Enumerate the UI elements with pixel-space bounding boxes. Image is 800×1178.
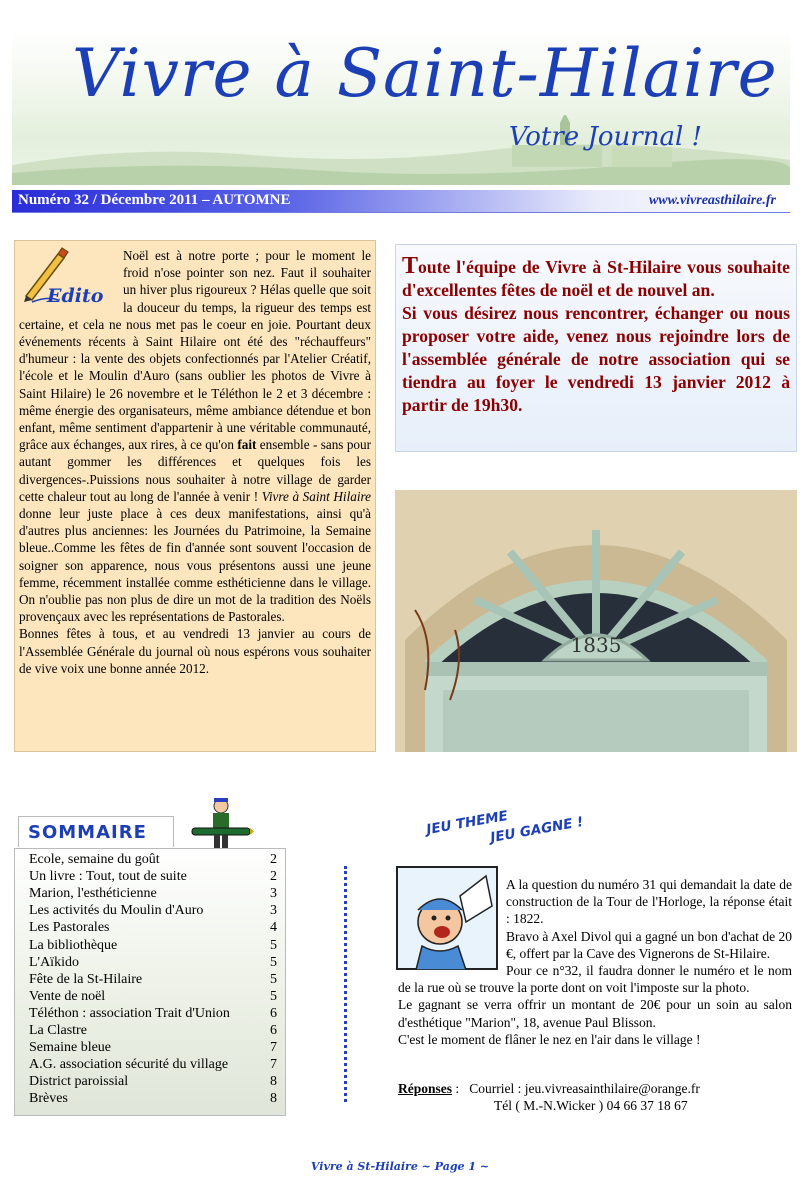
toc-item-label: Brèves [29,1091,68,1107]
toc-item-label: Ecole, semaine du goût [29,852,160,867]
table-of-contents [14,848,286,1116]
toc-item[interactable] [29,937,277,954]
toc-item[interactable] [29,1090,277,1107]
issue-bar [12,190,790,213]
announcement-greeting: oute l'équipe de Vivre à St-Hilaire vous souhaite d'excellentes fêtes de noël et de nouvel an. [402,257,790,300]
toc-item-page: 6 [270,1023,277,1038]
toc-item-page: 5 [270,971,277,987]
toc-item-page: 3 [270,903,277,919]
toc-item-page: 8 [270,1091,277,1107]
edito-intro: Noël est à notre porte ; pour le moment le froid n'ose pointer son nez. Faut il souhaiter un hiver plus rigoureux ? Hélas quelle que soit la douceur du temps, la rigueur des temps est certaine, et cela ne nous met pas le coeur en joie. Pourtant deux événements récents à Saint Hilaire ont été des "réchauffeurs" d'humeur : la vente des objets confectionnés par l'Atelier Créatif, l'école et le Moulin d'Auro (sans oublier les photos de Vivre à Saint Hilaire) le 26 novembre et le Téléthon le 2 et 3 décembre : même énergie des organisateurs, même ambiance détendue et bon enfant, même sentiment d'appartenir à une véritable communauté, grâce aux échanges, aux rires, à ce qu'on [19,248,371,453]
announcement-dropcap: T [402,253,419,279]
jeu-prize: Le gagnant se verra offrir un montant de 20€ pour un soin au salon d'esthétique "Marion", 18, avenue Paul Blisson. [398,997,792,1030]
toc-item[interactable] [29,1005,277,1022]
toc-item-page: 5 [270,937,277,953]
column-divider [344,866,347,1102]
responses-phone: Tél ( M.-N.Wicker ) 04 66 37 18 67 [494,1098,688,1114]
toc-item-label: La Clastre [29,1023,87,1038]
toc-item-page: 8 [270,1074,277,1090]
toc-item-page: 3 [270,886,277,902]
toc-item-page: 7 [270,1057,277,1073]
toc-item[interactable] [29,954,277,971]
toc-item[interactable] [29,919,277,936]
edito-closing: Bonnes fêtes à tous, et au vendredi 13 janvier au cours de l'Assemblée Générale du journal où nous espérons vous souhaiter de vive voix une bonne année 2012. [19,626,371,676]
jeu-invitation: C'est le moment de flâner le nez en l'air dans le village ! [398,1031,701,1047]
sommaire-title: SOMMAIRE [28,822,147,843]
toc-item-page: 4 [270,920,277,936]
door-transom-photo [395,490,797,752]
toc-item-label: District paroissial [29,1074,129,1090]
toc-item-page: 5 [270,988,277,1004]
newspaper-title: Vivre à Saint-Hilaire [72,35,778,112]
responses-email[interactable]: Courriel : jeu.vivreasainthilaire@orange.fr [469,1081,700,1096]
jeu-answer: A la question du numéro 31 qui demandait la date de construction de la Tour de l'Horloge, la réponse était : 1822. [506,877,792,927]
toc-item-page: 2 [270,852,277,867]
masthead [12,30,790,185]
announcement-invitation: Si vous désirez nous rencontrer, échanger ou nous proposer votre aide, venez nous rejoindre lors de l'assemblée générale de notre association qui se tiendra au foyer le vendredi 13 janvier 2012 à partir de 19h30. [402,303,790,415]
toc-item[interactable] [29,1022,277,1039]
writer-with-pen-icon [188,796,254,852]
jeu-winner: Bravo à Axel Divol qui a gagné un bon d'achat de 20 €, offert par la Cave des Vignerons de St-Hilaire. [506,928,792,961]
toc-item[interactable] [29,885,277,902]
newspaper-subtitle: Votre Journal ! [508,122,702,152]
website-link[interactable]: www.vivreasthilaire.fr [648,193,776,208]
toc-item[interactable] [29,902,277,919]
edito-label: Edito [47,285,104,307]
toc-item-page: 5 [270,954,277,970]
jeu-text [398,876,792,1048]
jeu-title-line2: JEU GAGNE ! [489,813,585,846]
edito-text [19,247,371,677]
photo-year: 1835 [570,633,622,657]
toc-item-label: Vente de noël [29,988,106,1004]
toc-item-label: Fête de la St-Hilaire [29,971,143,987]
toc-item-label: Les activités du Moulin d'Auro [29,903,204,919]
toc-item-label: La bibliothèque [29,937,118,953]
toc-item-page: 6 [270,1005,277,1021]
toc-item-page: 7 [270,1040,277,1056]
edito-box [14,240,376,752]
page-footer: Vivre à St-Hilaire ~ Page 1 ~ [310,1160,490,1173]
toc-item[interactable] [29,851,277,868]
edito-rest: donne leur juste place à ces deux manifestations, ainsi qu'à d'autres plus anciennes: les Journées du Patrimoine, la Semaine bleue..Comme les fêtes de fin d'année sont souvent l'occasion de soigner son apparence, nous vous présentons aussi une jeune femme, récemment installée comme esthéticienne dans le village. On n'oublie pas non plus de dire un mot de la tradition des Noëls provençaux avec les représentations de Pastorales. [19,506,371,625]
announcement-box [395,244,797,452]
toc-item-label: Marion, l'esthéticienne [29,886,157,902]
toc-item[interactable] [29,1039,277,1056]
responses-label: Réponses [398,1081,453,1096]
toc-item-label: Téléthon : association Trait d'Union [29,1005,230,1021]
edito-italic-title: Vivre à Saint Hilaire [261,488,371,504]
toc-item[interactable] [29,988,277,1005]
edito-middle: ensemble - sans pour autant gommer les différences et quelques fois les divergences-.Puissions nous souhaiter à notre village de garder cette chaleur tout au long de l'année à venir ! [19,437,371,504]
toc-item-page: 2 [270,869,277,885]
responses-block [398,1080,792,1114]
toc-item-label: Un livre : Tout, tout de suite [29,869,187,885]
toc-item[interactable] [29,868,277,885]
jeu-title-line1: JEU THEME [425,807,510,838]
toc-item[interactable] [29,1056,277,1073]
toc-item[interactable] [29,971,277,988]
toc-item-label: Les Pastorales [29,920,110,936]
toc-item[interactable] [29,1073,277,1090]
toc-item-label: Semaine bleue [29,1040,112,1056]
edito-bold-word: fait [237,437,257,453]
issue-info: Numéro 32 / Décembre 2011 – AUTOMNE [18,192,291,208]
toc-item-label: A.G. association sécurité du village [29,1057,229,1073]
jeu-question: Pour ce n°32, il faudra donner le numéro et le nom de la rue où se trouve la porte dont on voit l'imposte sur la photo. [398,963,792,996]
responses-separator: : [452,1081,470,1096]
toc-item-label: L'Aïkido [29,954,79,970]
